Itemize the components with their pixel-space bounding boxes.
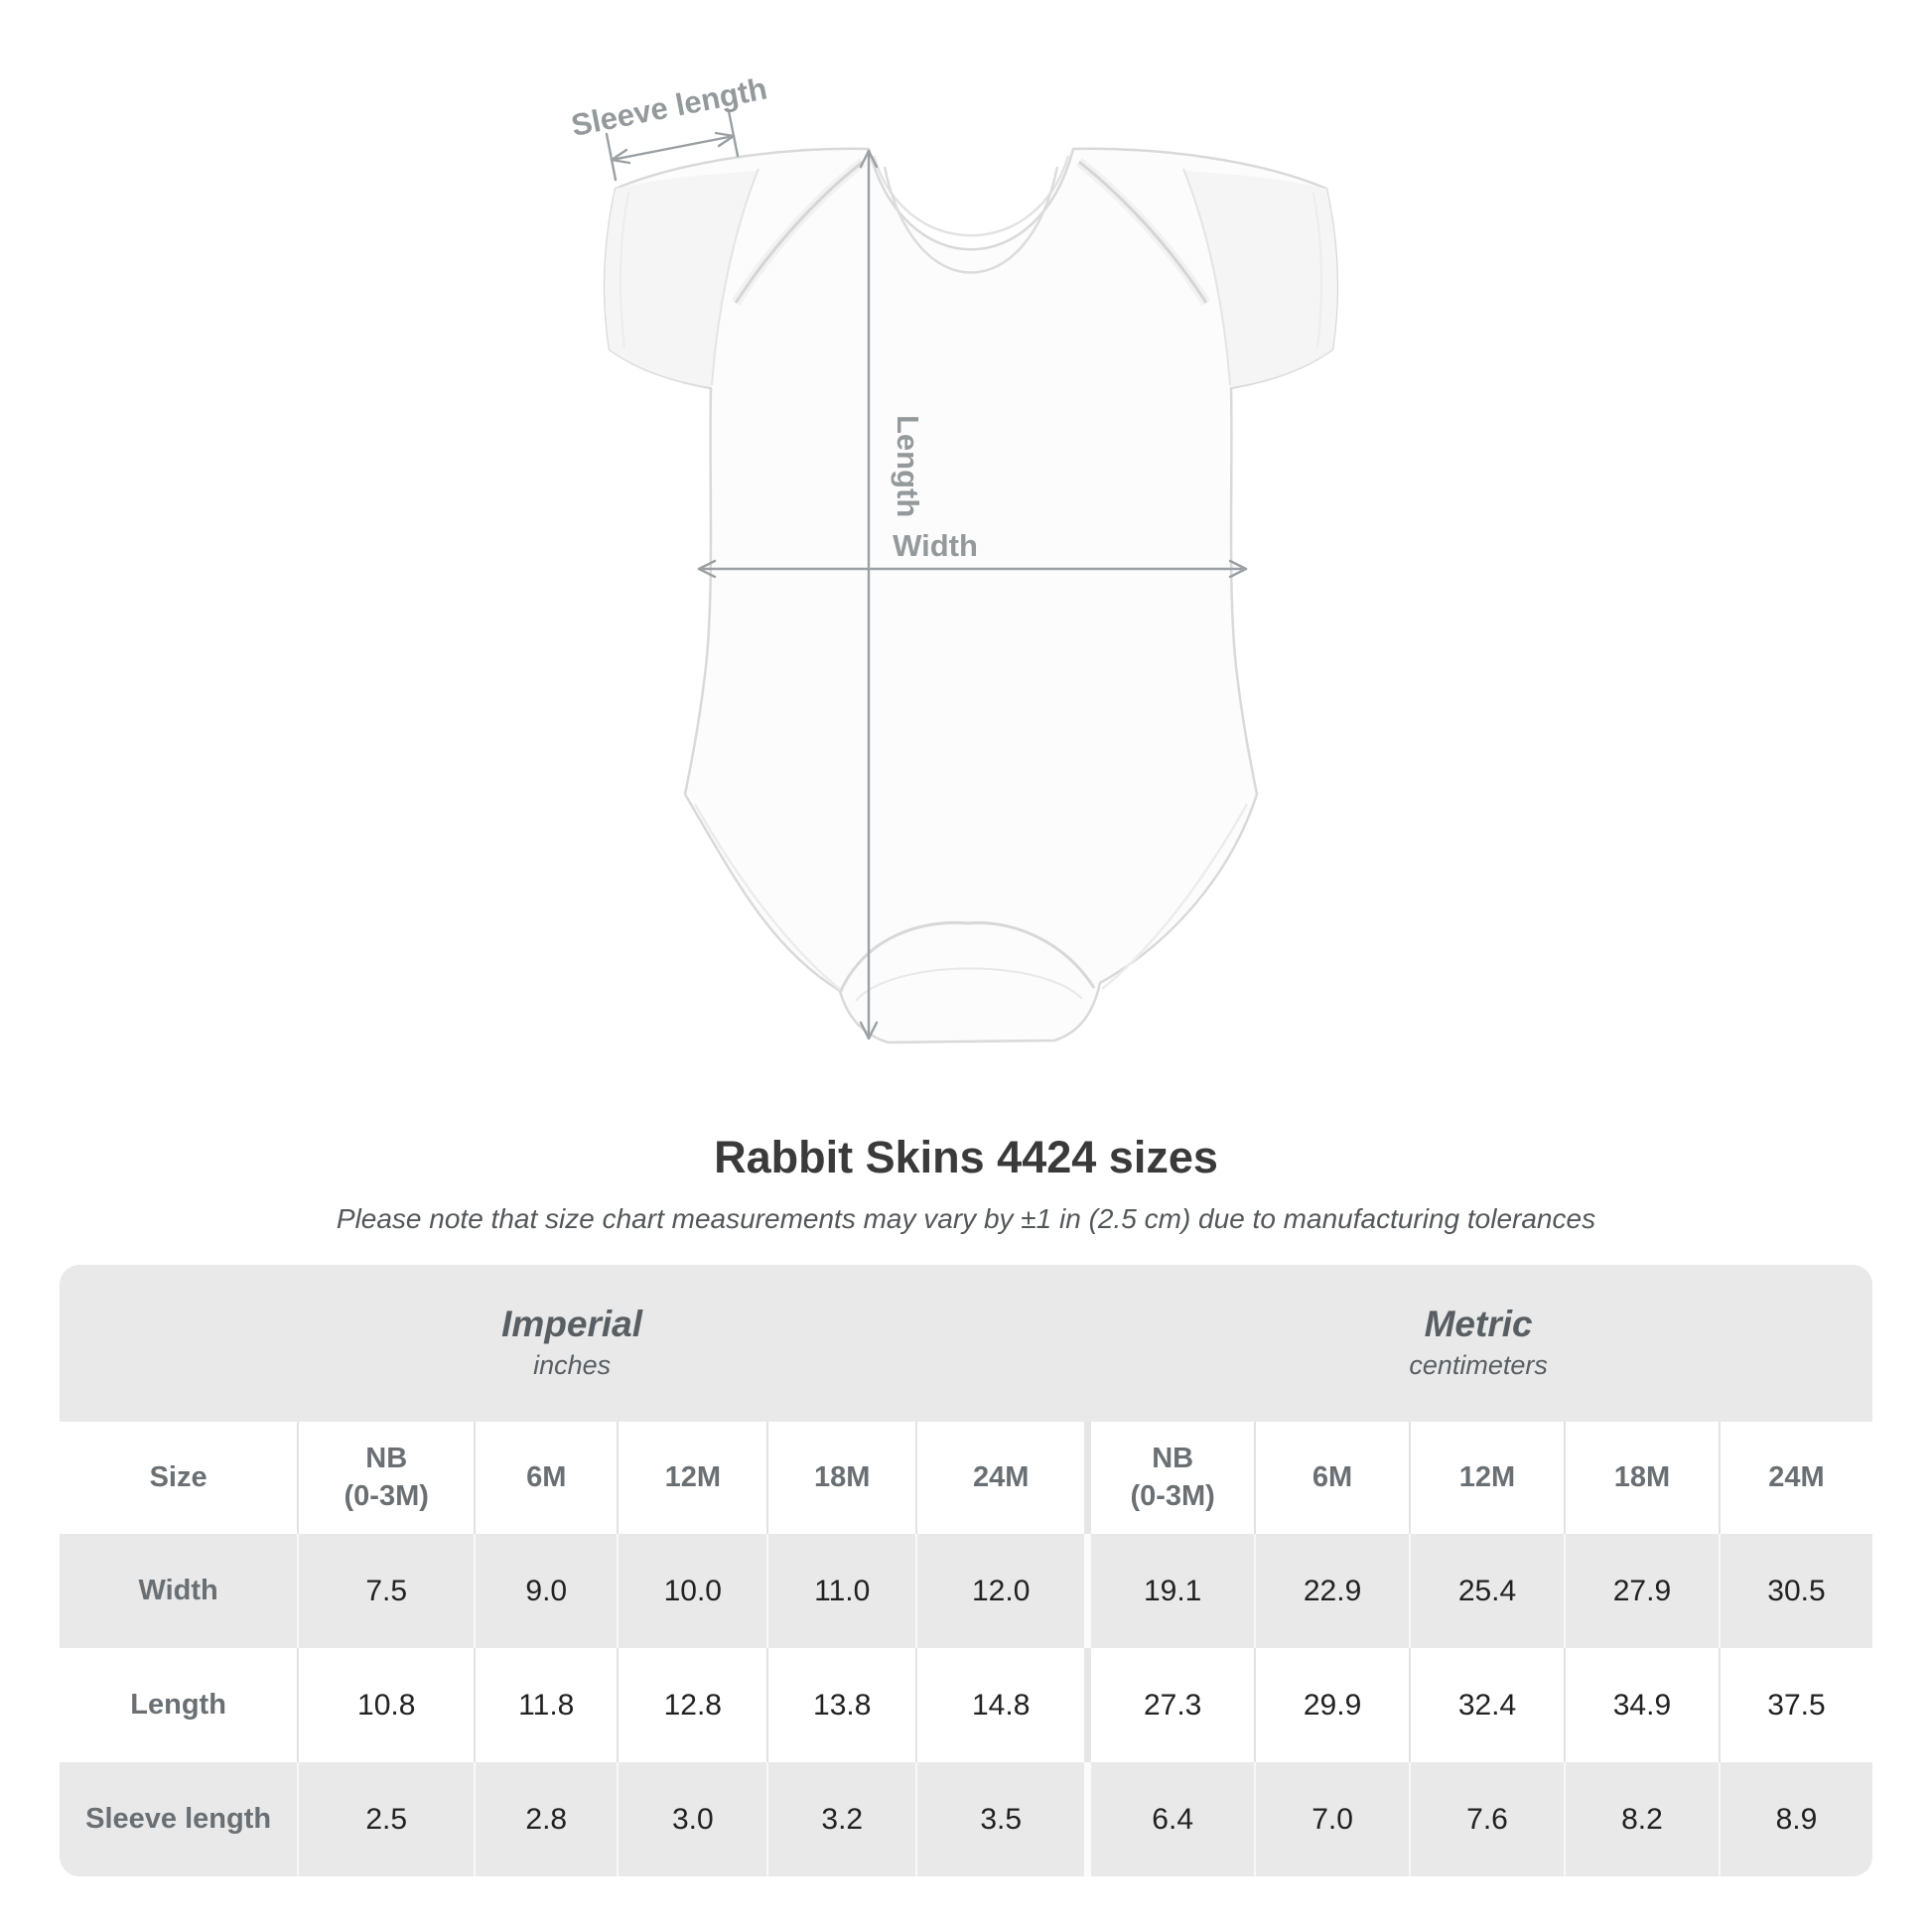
row-label: Sleeve length (60, 1762, 297, 1876)
value-cell: 32.4 (1409, 1648, 1564, 1762)
value-cell: 6.4 (1084, 1762, 1254, 1876)
size-header-metric-6m: 6M (1254, 1422, 1409, 1534)
value-cell: 3.2 (766, 1762, 915, 1876)
onesie-illustration (605, 149, 1337, 1042)
value-cell: 9.0 (474, 1534, 617, 1648)
value-cell: 10.0 (617, 1534, 766, 1648)
value-cell: 8.2 (1564, 1762, 1719, 1876)
value-cell: 27.3 (1084, 1648, 1254, 1762)
imperial-label: Imperial (501, 1303, 643, 1344)
metric-label: Metric (1424, 1303, 1533, 1344)
value-cell: 25.4 (1409, 1534, 1564, 1648)
value-cell: 11.8 (474, 1648, 617, 1762)
value-cell: 3.5 (915, 1762, 1084, 1876)
width-row (60, 1534, 1872, 1648)
imperial-section-header (60, 1265, 1084, 1422)
value-cell: 37.5 (1719, 1648, 1872, 1762)
tolerance-note: Please note that size chart measurements may vary by ±1 in (2.5 cm) due to manufacturing tolerances (336, 1203, 1596, 1234)
value-cell: 10.8 (297, 1648, 474, 1762)
value-cell: 29.9 (1254, 1648, 1409, 1762)
metric-section-header (1084, 1265, 1872, 1422)
value-cell: 22.9 (1254, 1534, 1409, 1648)
value-cell: 7.5 (297, 1534, 474, 1648)
length-label: Length (891, 415, 925, 518)
value-cell: 2.5 (297, 1762, 474, 1876)
value-cell: 30.5 (1719, 1534, 1872, 1648)
size-header-imperial-12m: 12M (617, 1422, 766, 1534)
value-cell: 2.8 (474, 1762, 617, 1876)
imperial-unit: inches (533, 1350, 612, 1381)
sleeve-length-row (60, 1762, 1872, 1876)
length-row (60, 1648, 1872, 1762)
value-cell: 8.9 (1719, 1762, 1872, 1876)
value-cell: 7.0 (1254, 1762, 1409, 1876)
size-col-header: Size (60, 1422, 297, 1534)
value-cell: 34.9 (1564, 1648, 1719, 1762)
size-header-metric-12m: 12M (1409, 1422, 1564, 1534)
row-label: Width (60, 1534, 297, 1648)
size-header-imperial-nb: NB (0-3M) (297, 1422, 474, 1534)
width-label: Width (893, 528, 978, 563)
value-cell: 12.0 (915, 1534, 1084, 1648)
size-header-imperial-24m: 24M (915, 1422, 1084, 1534)
size-header-imperial-18m: 18M (766, 1422, 915, 1534)
page-title: Rabbit Skins 4424 sizes (714, 1132, 1218, 1182)
size-header-metric-18m: 18M (1564, 1422, 1719, 1534)
value-cell: 3.0 (617, 1762, 766, 1876)
value-cell: 7.6 (1409, 1762, 1564, 1876)
value-cell: 14.8 (915, 1648, 1084, 1762)
metric-unit: centimeters (1409, 1350, 1548, 1381)
value-cell: 27.9 (1564, 1534, 1719, 1648)
row-label: Length (60, 1648, 297, 1762)
value-cell: 11.0 (766, 1534, 915, 1648)
size-header-row (60, 1422, 1872, 1534)
value-cell: 13.8 (766, 1648, 915, 1762)
size-table (60, 1265, 1872, 1876)
size-header-metric-24m: 24M (1719, 1422, 1872, 1534)
sleeve-length-label: Sleeve length (568, 70, 770, 143)
size-header-metric-nb: NB (0-3M) (1084, 1422, 1254, 1534)
size-header-imperial-6m: 6M (474, 1422, 617, 1534)
unit-band-row (60, 1265, 1872, 1422)
value-cell: 12.8 (617, 1648, 766, 1762)
value-cell: 19.1 (1084, 1534, 1254, 1648)
